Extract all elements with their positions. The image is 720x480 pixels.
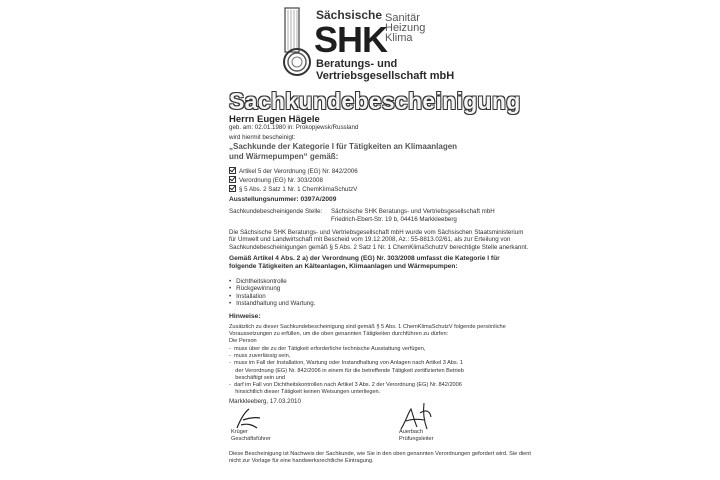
notes-requirements <box>229 346 464 396</box>
footer-note <box>229 451 531 465</box>
recognition-line: Sachkundebescheinigungen gemäß § 5 Abs. 2 Satz 1 Nr. 1 ChemKlimaSchutzV berechtigte Stelle anerkannt. <box>229 243 529 251</box>
logo-side-line: Klima <box>385 32 413 44</box>
checklist-item: § 5 Abs. 2 Satz 1 Nr. 1 ChemKlimaSchutzV <box>229 185 358 194</box>
notes-intro-line: Zusätzlich zu dieser Sachkundebescheinigung sind gemäß § 5 Abs. 1 ChemKlimaSchutzV folgende persönliche <box>229 324 506 330</box>
recognition-line: für Umwelt und Landwirtschaft mit Bescheid vom 19.12.2008, Az.: 55-8813.02/61, als zur Erteilung von <box>229 236 511 244</box>
checkbox-checked-icon <box>229 185 236 192</box>
regulation-checklist <box>229 167 358 195</box>
issuer-line: Friedrich-Ebert-Str. 19 b, 04416 Markkleeberg <box>331 215 457 223</box>
footer-line: Diese Bescheinigung ist Nachweis der Sachkunde, wie Sie in den oben genannten Verordnungen gefordert wird. Sie dient <box>229 451 531 457</box>
notes-heading: Hinweise: <box>229 313 261 320</box>
activities-list <box>229 278 315 308</box>
document-title: Sachkundebescheinigung <box>229 88 521 114</box>
logo-side-line: Sanitär <box>385 12 420 24</box>
issuer-address <box>331 208 495 223</box>
list-item: • Instandhaltung und Wartung. <box>229 300 315 307</box>
list-item: - muss zuverlässig sein, <box>229 353 291 360</box>
logo-shk-text: SHK <box>314 19 388 60</box>
signatory-role: Geschäftsführer <box>231 435 271 442</box>
checklist-item: Artikel 5 der Verordnung (EG) Nr. 842/2006 <box>229 167 358 176</box>
logo-small-text: Sächsische <box>316 8 383 22</box>
signatory-role: Prüfungsleiter <box>399 435 434 442</box>
notes-intro <box>229 324 506 346</box>
list-item: hinsichtlich dieser Tätigkeit keinen Weisungen unterliegen. <box>235 389 381 396</box>
checklist-item: Verordnung (EG) Nr. 303/2008 <box>229 176 358 185</box>
list-item: - muss im Fall der Installation, Wartung oder Instandhaltung von Anlagen nach Artikel 3 Abs. 1 <box>229 360 463 367</box>
subject-line: und Wärmepumpen“ gemäß: <box>229 151 339 161</box>
issuer-line: Sächsische SHK Beratungs- und Vertriebsgesellschaft mbH <box>331 208 495 215</box>
notes-intro-line: Voraussetzungen zu erfüllen, um die oben genannten Tätigkeiten durchführen zu dürfen: <box>229 331 449 338</box>
logo-line-2: Vertriebsgesellschaft mbH <box>316 70 455 82</box>
signatory-name: Krüger <box>231 429 248 435</box>
issuer-label: Sachkundebescheinigende Stelle: <box>229 208 323 215</box>
list-item: - darf im Fall von Dichtheitskontrollen nach Artikel 3 Abs. 2 der Verordnung (EG) Nr. 842/2006 <box>229 382 462 389</box>
article-heading <box>229 255 500 271</box>
logo-side-line: Heizung <box>385 22 426 34</box>
checkbox-checked-icon <box>229 167 236 174</box>
recognition-paragraph <box>229 229 528 251</box>
recipient-birth: geb. am: 02.01.1980 in: Prokopjewsk/Russland <box>229 124 359 131</box>
subject-heading <box>229 142 457 161</box>
logo-line-1: Beratungs- und <box>316 58 398 70</box>
checkbox-checked-icon <box>229 176 236 183</box>
place-date: Markkleeberg, 17.03.2010 <box>229 398 301 405</box>
recognition-line: Die Sächsische SHK Beratungs- und Vertriebsgesellschaft mbH wurde vom Sächsischen Staatsministerium <box>229 229 524 236</box>
list-item: beschäftigt sein und <box>235 374 285 381</box>
footer-line: nicht zur Vorlage für eine handwerksrechtliche Eintragung. <box>229 458 374 465</box>
list-item: • Dichtheitskontrolle <box>229 278 315 285</box>
certify-text: wird hiermit bescheinigt: <box>229 134 296 141</box>
list-item: der Verordnung (EG) Nr. 842/2006 in einem für die betreffende Tätigkeit zertifizierten Betrieb <box>235 367 464 374</box>
subject-line: „Sachkunde der Kategorie I für Tätigkeiten an Klimaanlagen <box>229 142 458 151</box>
logo-emblem-icon <box>281 6 315 82</box>
signatory-auerbach <box>399 429 434 442</box>
logo-side-text <box>385 13 425 43</box>
shk-logo <box>281 6 455 82</box>
notes-intro-line: Die Person <box>229 338 257 345</box>
list-item: - muss über die zu der Tätigkeit erforderliche technische Ausstattung verfügen, <box>229 346 426 352</box>
signatory-krueger <box>231 429 271 442</box>
recipient-name: Herrn Eugen Hägele <box>229 114 320 125</box>
signature-auerbach <box>398 399 434 433</box>
list-item: • Installation <box>229 293 315 300</box>
signatory-name: Auerbach <box>399 429 423 435</box>
article-heading-line: Gemäß Artikel 4 Abs. 2 a) der Verordnung (EG) Nr. 303/2008 umfasst die Kategorie I für <box>229 255 500 262</box>
issue-number: Ausstellungsnummer: 0397A/2009 <box>229 196 337 203</box>
list-item: • Rückgewinnung <box>229 285 315 292</box>
article-heading-line: folgende Tätigkeiten an Kälteanlagen, Klimaanlagen und Wärmepumpen: <box>229 263 458 270</box>
